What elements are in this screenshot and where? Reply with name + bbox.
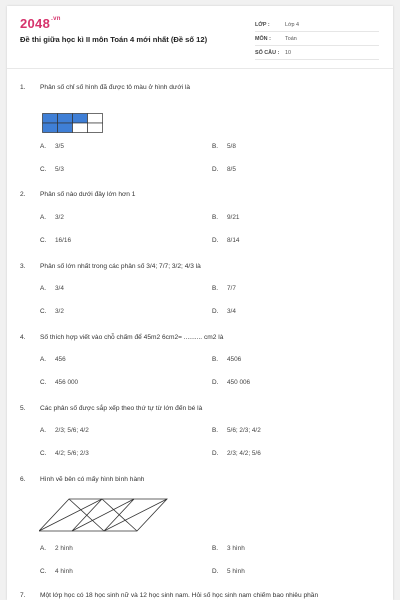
question-6-option-a[interactable]: A. 2 hình (40, 545, 73, 552)
meta-row-subject: MÔN : Toán (255, 32, 379, 46)
exam-title: Đề thi giữa học kì II môn Toán 4 mới nhất (Đề số 12) (20, 35, 208, 44)
question-4-text: Số thích hợp viết vào chỗ chấm để 45m2 6cm2= .......... cm2 là (40, 334, 224, 341)
question-2-option-a[interactable]: A. 3/2 (40, 214, 64, 221)
parallelogram-figure (39, 496, 169, 539)
question-5-text: Các phân số được sắp xếp theo thứ tự từ lớn đến bé là (40, 405, 203, 412)
question-7-number: 7. (20, 592, 26, 599)
question-6-number: 6. (20, 476, 26, 483)
question-5-number: 5. (20, 405, 26, 412)
question-5-option-a[interactable]: A. 2/3; 5/6; 4/2 (40, 427, 89, 434)
question-6-text: Hình vẽ bên có mấy hình bình hành (40, 476, 145, 483)
question-5-option-d[interactable]: D. 2/3; 4/2; 5/6 (212, 450, 261, 457)
question-5-option-b[interactable]: B. 5/6; 2/3; 4/2 (212, 427, 261, 434)
question-5-option-c[interactable]: C. 4/2; 5/6; 2/3 (40, 450, 89, 457)
question-6-option-b[interactable]: B. 3 hình (212, 545, 245, 552)
question-1-option-d[interactable]: D. 8/5 (212, 166, 236, 173)
question-4-option-a[interactable]: A. 456 (40, 356, 66, 363)
meta-row-class: LỚP : Lớp 4 (255, 18, 379, 32)
fraction-grid-figure (42, 113, 104, 133)
question-1-number: 1. (20, 84, 26, 91)
site-logo[interactable]: $2048^{.vn}$ (20, 16, 61, 31)
exam-meta (255, 18, 379, 60)
question-4-option-c[interactable]: C. 456 000 (40, 379, 79, 386)
question-6-option-c[interactable]: C. 4 hình (40, 568, 73, 575)
question-3-text: Phân số lớn nhất trong các phân số 3/4; 7/7; 3/2; 4/3 là (40, 263, 201, 270)
question-3-option-c[interactable]: C. 3/2 (40, 308, 64, 315)
question-7-text: Một lớp học có 18 học sinh nữ và 12 học sinh nam. Hỏi số học sinh nam chiếm bao nhiêu phần (40, 592, 319, 599)
question-4-option-d[interactable]: D. 450 006 (212, 379, 251, 386)
question-2-option-c[interactable]: C. 16/16 (40, 237, 71, 244)
question-2-option-b[interactable]: B. 9/21 (212, 214, 240, 221)
question-3-option-d[interactable]: D. 3/4 (212, 308, 236, 315)
question-4-option-b[interactable]: B. 4506 (212, 356, 242, 363)
question-3-number: 3. (20, 263, 26, 270)
question-2-option-d[interactable]: D. 8/14 (212, 237, 240, 244)
question-1-option-c[interactable]: C. 5/3 (40, 166, 64, 173)
question-1-option-a[interactable]: A. 3/5 (40, 143, 64, 150)
exam-page (7, 6, 393, 600)
question-2-number: 2. (20, 191, 26, 198)
question-6-option-d[interactable]: D. 5 hình (212, 568, 245, 575)
question-1-option-b[interactable]: B. 5/8 (212, 143, 236, 150)
question-1-text: Phân số chỉ số hình đã được tô màu ở hình dưới là (40, 84, 191, 91)
question-4-number: 4. (20, 334, 26, 341)
question-3-option-b[interactable]: B. 7/7 (212, 285, 236, 292)
question-2-text: Phân số nào dưới đây lớn hơn 1 (40, 191, 136, 198)
header-divider (7, 68, 393, 69)
meta-row-question-count: SỐ CÂU : 10 (255, 46, 379, 60)
question-3-option-a[interactable]: A. 3/4 (40, 285, 64, 292)
